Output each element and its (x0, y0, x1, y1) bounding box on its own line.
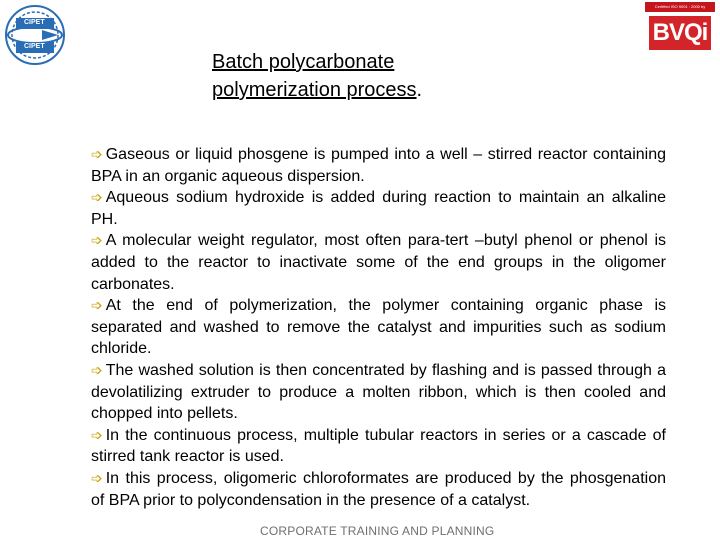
arrow-bullet-icon: ➩ (91, 426, 103, 443)
bullet-item (91, 187, 666, 230)
arrow-bullet-icon: ➩ (91, 232, 103, 249)
footer-text: CORPORATE TRAINING AND PLANNING (260, 524, 495, 538)
arrow-bullet-icon: ➩ (91, 297, 103, 314)
certification-text: Certified ISO 9001 : 2000 by (645, 2, 715, 12)
bullet-text: At the end of polymerization, the polymer containing organic phase is separated and washed to remove the catalyst and impurities such as sodium chloride. (91, 297, 666, 358)
bullet-text: In this process, oligomeric chloroformates are produced by the phosgenation of BPA prior to polycondensation in the presence of a catalyst. (91, 469, 666, 509)
arrow-bullet-icon: ➩ (91, 361, 103, 378)
bullet-text: The washed solution is then concentrated by flashing and is passed through a devolatilizing extruder to produce a molten ribbon, which is then cooled and chopped into pellets. (91, 361, 666, 423)
title-line-1: Batch polycarbonate (212, 51, 395, 73)
title-period: . (416, 79, 423, 101)
bvqi-brand: BVQi (649, 16, 711, 50)
arrow-bullet-icon: ➩ (91, 189, 103, 206)
page-title (212, 48, 532, 104)
bullet-item (91, 360, 666, 425)
arrow-bullet-icon: ➩ (91, 469, 103, 486)
logo-text-top: CIPET (24, 19, 45, 26)
title-line-2: polymerization process (212, 79, 417, 101)
bullet-text: In the continuous process, multiple tubular reactors in series or a cascade of stirred tank reactor is used. (91, 426, 666, 466)
bullet-item (91, 144, 666, 187)
arrow-bullet-icon: ➩ (91, 146, 103, 162)
bullet-item (91, 230, 666, 295)
bullet-list (91, 144, 666, 511)
bullet-item (91, 295, 666, 360)
bullet-item (91, 468, 666, 511)
bullet-text: Aqueous sodium hydroxide is added during reaction to maintain an alkaline PH. (91, 189, 666, 228)
bullet-text: A molecular weight regulator, most often para-tert –butyl phenol or phenol is added to the reactor to inactivate some of the end groups in the oligomer carbonates. (91, 232, 666, 293)
cipet-logo (2, 4, 68, 66)
bullet-text: Gaseous or liquid phosgene is pumped into a well – stirred reactor containing BPA in an organic aqueous dispersion. (91, 146, 666, 185)
logo-text-bottom: CIPET (24, 43, 45, 50)
bvqi-logo (645, 2, 715, 52)
bullet-item (91, 425, 666, 468)
cipet-emblem-icon (2, 4, 68, 66)
